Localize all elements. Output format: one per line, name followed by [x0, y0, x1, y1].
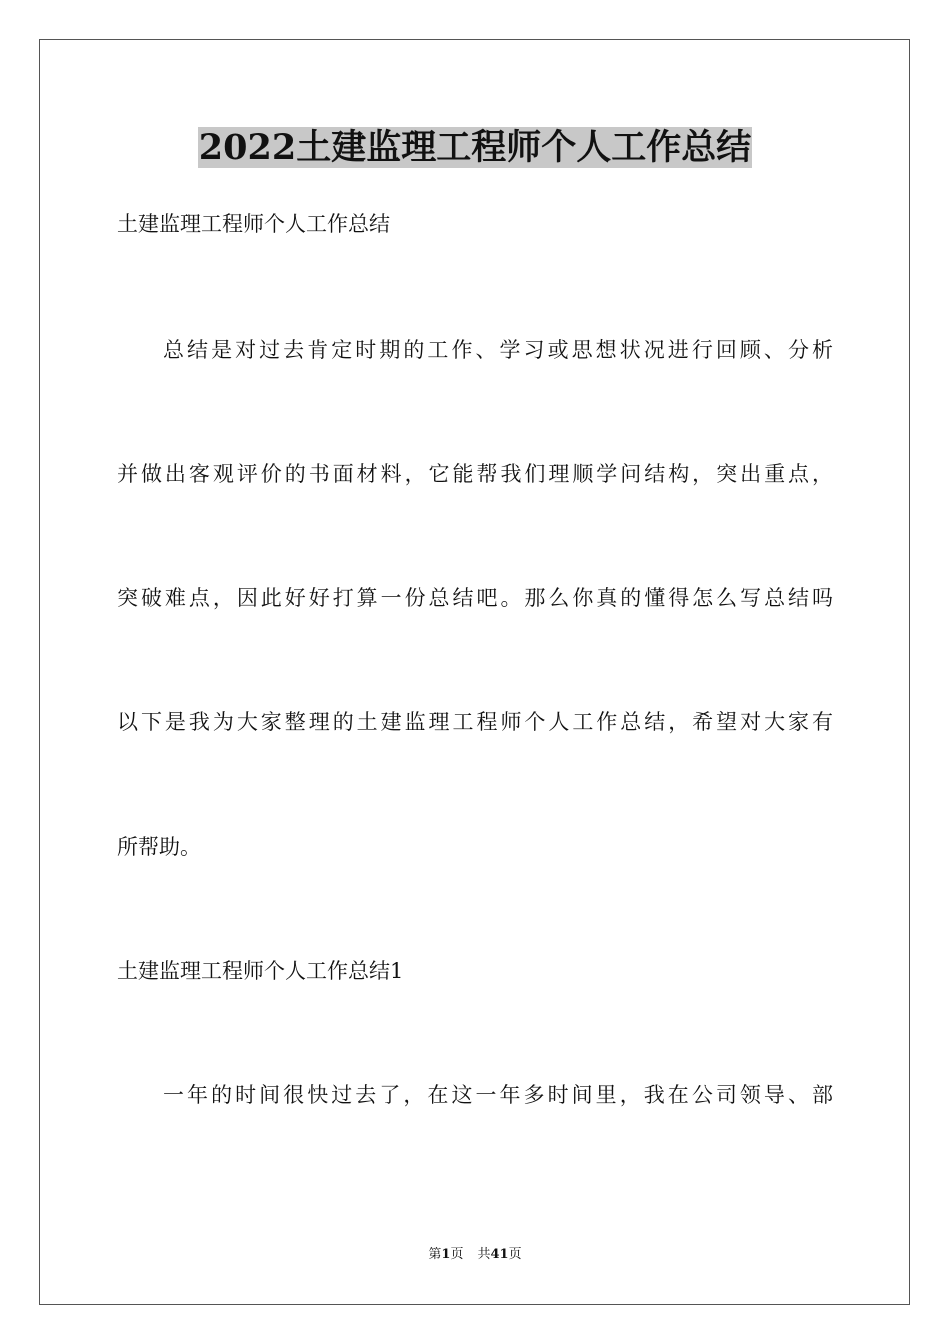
footer-page-number: 1 [441, 1247, 451, 1262]
footer-page-suffix: 页 [450, 1247, 464, 1262]
footer-total-suffix: 页 [508, 1247, 522, 1262]
intro-line-5: 所帮助。 [117, 835, 201, 859]
footer-page-prefix: 第 [428, 1247, 442, 1262]
document-subtitle: 土建监理工程师个人工作总结 [117, 212, 390, 236]
intro-line-4: 以下是我为大家整理的土建监理工程师个人工作总结，希望对大家有 [117, 710, 833, 734]
document-title [0, 126, 950, 170]
section-heading: 土建监理工程师个人工作总结1 [117, 959, 404, 983]
intro-line-1: 总结是对过去肯定时期的工作、学习或思想状况进行回顾、分析 [163, 338, 833, 362]
footer-total-prefix: 共 [477, 1247, 491, 1262]
document-title-text: 2022土建监理工程师个人工作总结 [198, 127, 752, 168]
intro-line-3: 突破难点，因此好好打算一份总结吧。那么你真的懂得怎么写总结吗 [117, 586, 833, 610]
page-footer [0, 1246, 950, 1264]
section-paragraph-line-1: 一年的时间很快过去了，在这一年多时间里，我在公司领导、部 [163, 1083, 833, 1107]
intro-line-2: 并做出客观评价的书面材料，它能帮我们理顺学问结构，突出重点， [117, 462, 833, 486]
footer-total-pages: 41 [490, 1247, 509, 1262]
